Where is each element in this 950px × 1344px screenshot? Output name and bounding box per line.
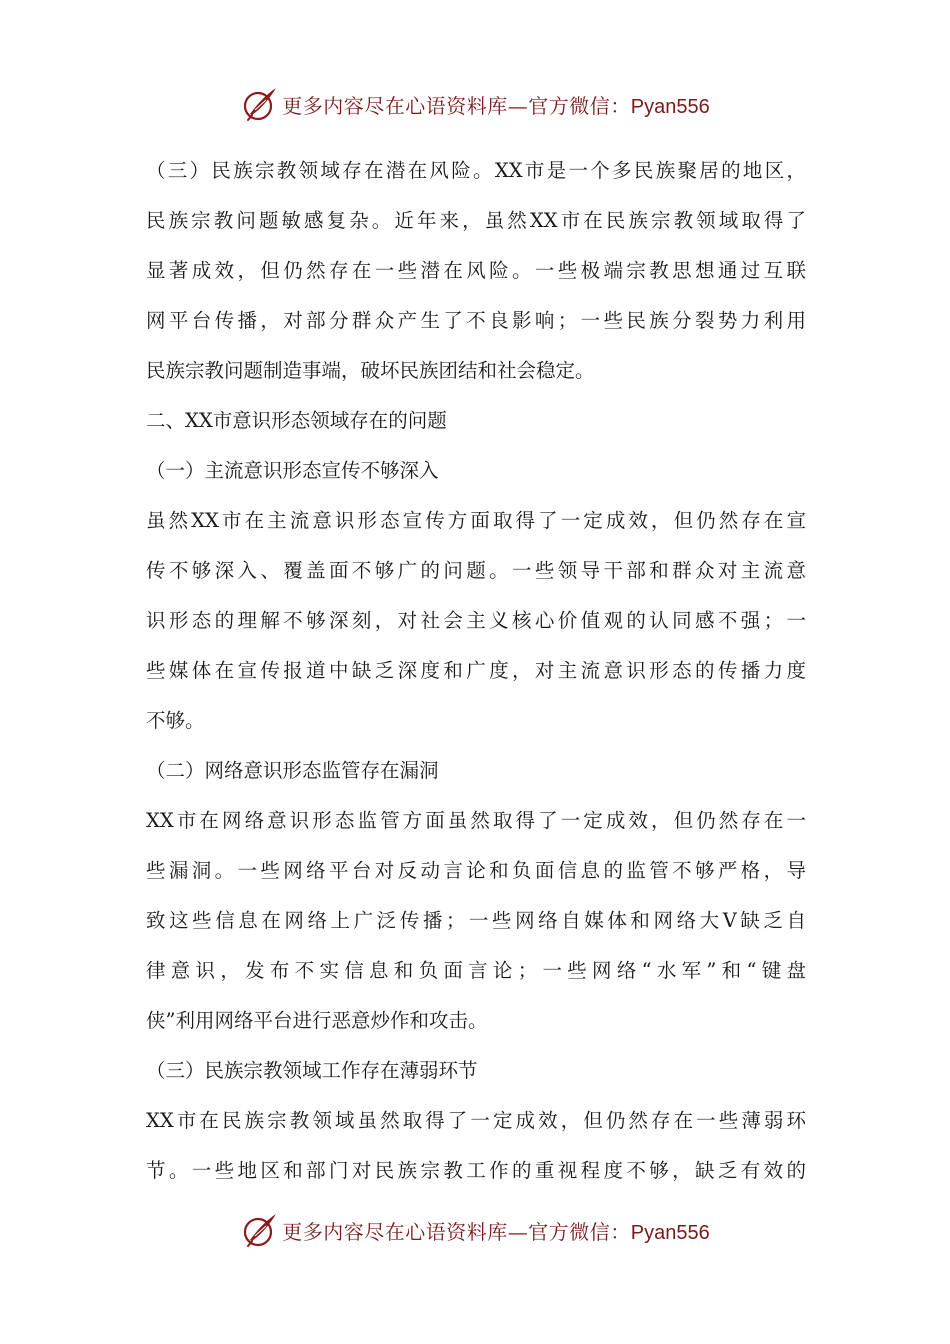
text-line: 二、XX市意识形态领域存在的问题: [146, 409, 447, 432]
text-line: （二）网络意识形态监管存在漏洞: [146, 759, 439, 782]
header-banner-text: [282, 90, 709, 119]
text-line: XX市在民族宗教领域虽然取得了一定成效，但仍然存在一些薄弱环: [146, 1109, 806, 1132]
text-line: 侠”利用网络平台进行恶意炒作和攻击。: [146, 1009, 488, 1032]
text-line: XX市在网络意识形态监管方面虽然取得了一定成效，但仍然存在一: [146, 809, 806, 832]
quill-pen-icon: [240, 84, 280, 124]
text-line: 不够。: [146, 709, 205, 732]
text-line: 律意识，发布不实信息和负面言论；一些网络“水军”和“键盘: [146, 959, 806, 982]
text-line: 虽然XX市在主流意识形态宣传方面取得了一定成效，但仍然存在宣: [146, 509, 806, 532]
header-banner: [0, 82, 950, 126]
text-line: 些媒体在宣传报道中缺乏深度和广度，对主流意识形态的传播力度: [146, 659, 806, 682]
text-line: 传不够深入、覆盖面不够广的问题。一些领导干部和群众对主流意: [146, 559, 806, 582]
text-line: 民族宗教问题敏感复杂。近年来，虽然XX市在民族宗教领域取得了: [146, 209, 806, 232]
footer-banner-wechat-id: Pyan556: [630, 1221, 710, 1244]
text-line: 网平台传播，对部分群众产生了不良影响；一些民族分裂势力利用: [146, 309, 806, 332]
text-line: 识形态的理解不够深刻，对社会主义核心价值观的认同感不强；一: [146, 609, 806, 632]
header-banner-cn: 更多内容尽在心语资料库—官方微信：: [282, 93, 631, 118]
text-line: 致这些信息在网络上广泛传播；一些网络自媒体和网络大V缺乏自: [146, 909, 806, 932]
header-banner-wechat-id: Pyan556: [630, 95, 710, 118]
text-line: （三）民族宗教领域工作存在薄弱环节: [146, 1059, 478, 1082]
footer-banner-text: [282, 1216, 709, 1245]
text-line: （三）民族宗教领域存在潜在风险。XX市是一个多民族聚居的地区，: [146, 159, 806, 182]
footer-banner-cn: 更多内容尽在心语资料库—官方微信：: [282, 1219, 631, 1244]
text-line: （一）主流意识形态宣传不够深入: [146, 459, 439, 482]
text-line: 民族宗教问题制造事端，破坏民族团结和社会稳定。: [146, 359, 595, 382]
footer-banner: [0, 1208, 950, 1252]
text-line: 节。一些地区和部门对民族宗教工作的重视程度不够，缺乏有效的: [146, 1159, 806, 1182]
text-line: 些漏洞。一些网络平台对反动言论和负面信息的监管不够严格，导: [146, 859, 806, 882]
text-line: 显著成效，但仍然存在一些潜在风险。一些极端宗教思想通过互联: [146, 259, 806, 282]
quill-pen-icon: [240, 1210, 280, 1250]
document-body: [146, 146, 806, 1196]
